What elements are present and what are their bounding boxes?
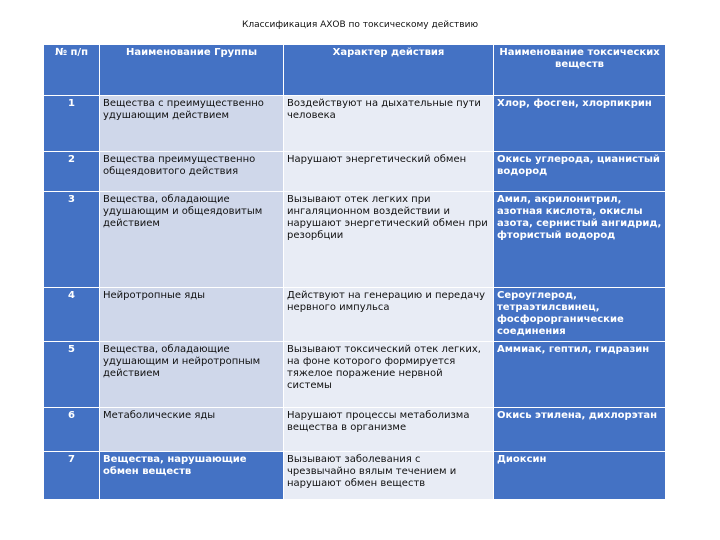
- row-substances: Диоксин: [494, 452, 666, 500]
- row-num: 6: [44, 408, 100, 452]
- row-substances: Аммиак, гептил, гидразин: [494, 342, 666, 408]
- table-row: [44, 342, 666, 408]
- row-group: Вещества, обладающие удушающим и нейротропным действием: [100, 342, 284, 408]
- row-action: Воздействуют на дыхательные пути человека: [284, 96, 494, 152]
- row-num: 4: [44, 288, 100, 342]
- row-num: 1: [44, 96, 100, 152]
- row-substances: Окись углерода, цианистый водород: [494, 152, 666, 192]
- row-group: Нейротропные яды: [100, 288, 284, 342]
- table-row: [44, 288, 666, 342]
- classification-table: [43, 44, 666, 500]
- row-substances: Сероуглерод, тетраэтилсвинец, фосфорорганические соединения: [494, 288, 666, 342]
- row-group: Вещества, нарушающие обмен веществ: [100, 452, 284, 500]
- row-action: Вызывают заболевания с чрезвычайно вялым течением и нарушают обмен веществ: [284, 452, 494, 500]
- row-group: Вещества преимущественно общеядовитого действия: [100, 152, 284, 192]
- row-substances: Окись этилена, дихлорэтан: [494, 408, 666, 452]
- page-title: Классификация АХОВ по токсическому действию: [241, 20, 479, 30]
- header-action: Характер действия: [284, 45, 494, 96]
- row-action: Действуют на генерацию и передачу нервного импульса: [284, 288, 494, 342]
- table-row: [44, 192, 666, 288]
- row-num: 2: [44, 152, 100, 192]
- header-group: Наименование Группы: [100, 45, 284, 96]
- table-row: [44, 152, 666, 192]
- row-num: 3: [44, 192, 100, 288]
- row-action: Вызывают токсический отек легких, на фоне которого формируется тяжелое поражение нервной системы: [284, 342, 494, 408]
- row-num: 7: [44, 452, 100, 500]
- row-action: Вызывают отек легких при ингаляционном воздействии и нарушают энергетический обмен при резорбции: [284, 192, 494, 288]
- row-action: Нарушают энергетический обмен: [284, 152, 494, 192]
- table-row: [44, 452, 666, 500]
- row-group: Метаболические яды: [100, 408, 284, 452]
- row-action: Нарушают процессы метаболизма вещества в организме: [284, 408, 494, 452]
- row-num: 5: [44, 342, 100, 408]
- row-substances: Амил, акрилонитрил, азотная кислота, окислы азота, сернистый ангидрид, фтористый водород: [494, 192, 666, 288]
- table-row: [44, 408, 666, 452]
- row-group: Вещества с преимущественно удушающим действием: [100, 96, 284, 152]
- row-substances: Хлор, фосген, хлорпикрин: [494, 96, 666, 152]
- header-substances: Наименование токсических веществ: [494, 45, 666, 96]
- header-num: № п/п: [44, 45, 100, 96]
- header-row: [44, 45, 666, 96]
- row-group: Вещества, обладающие удушающим и общеядовитым действием: [100, 192, 284, 288]
- table-row: [44, 96, 666, 152]
